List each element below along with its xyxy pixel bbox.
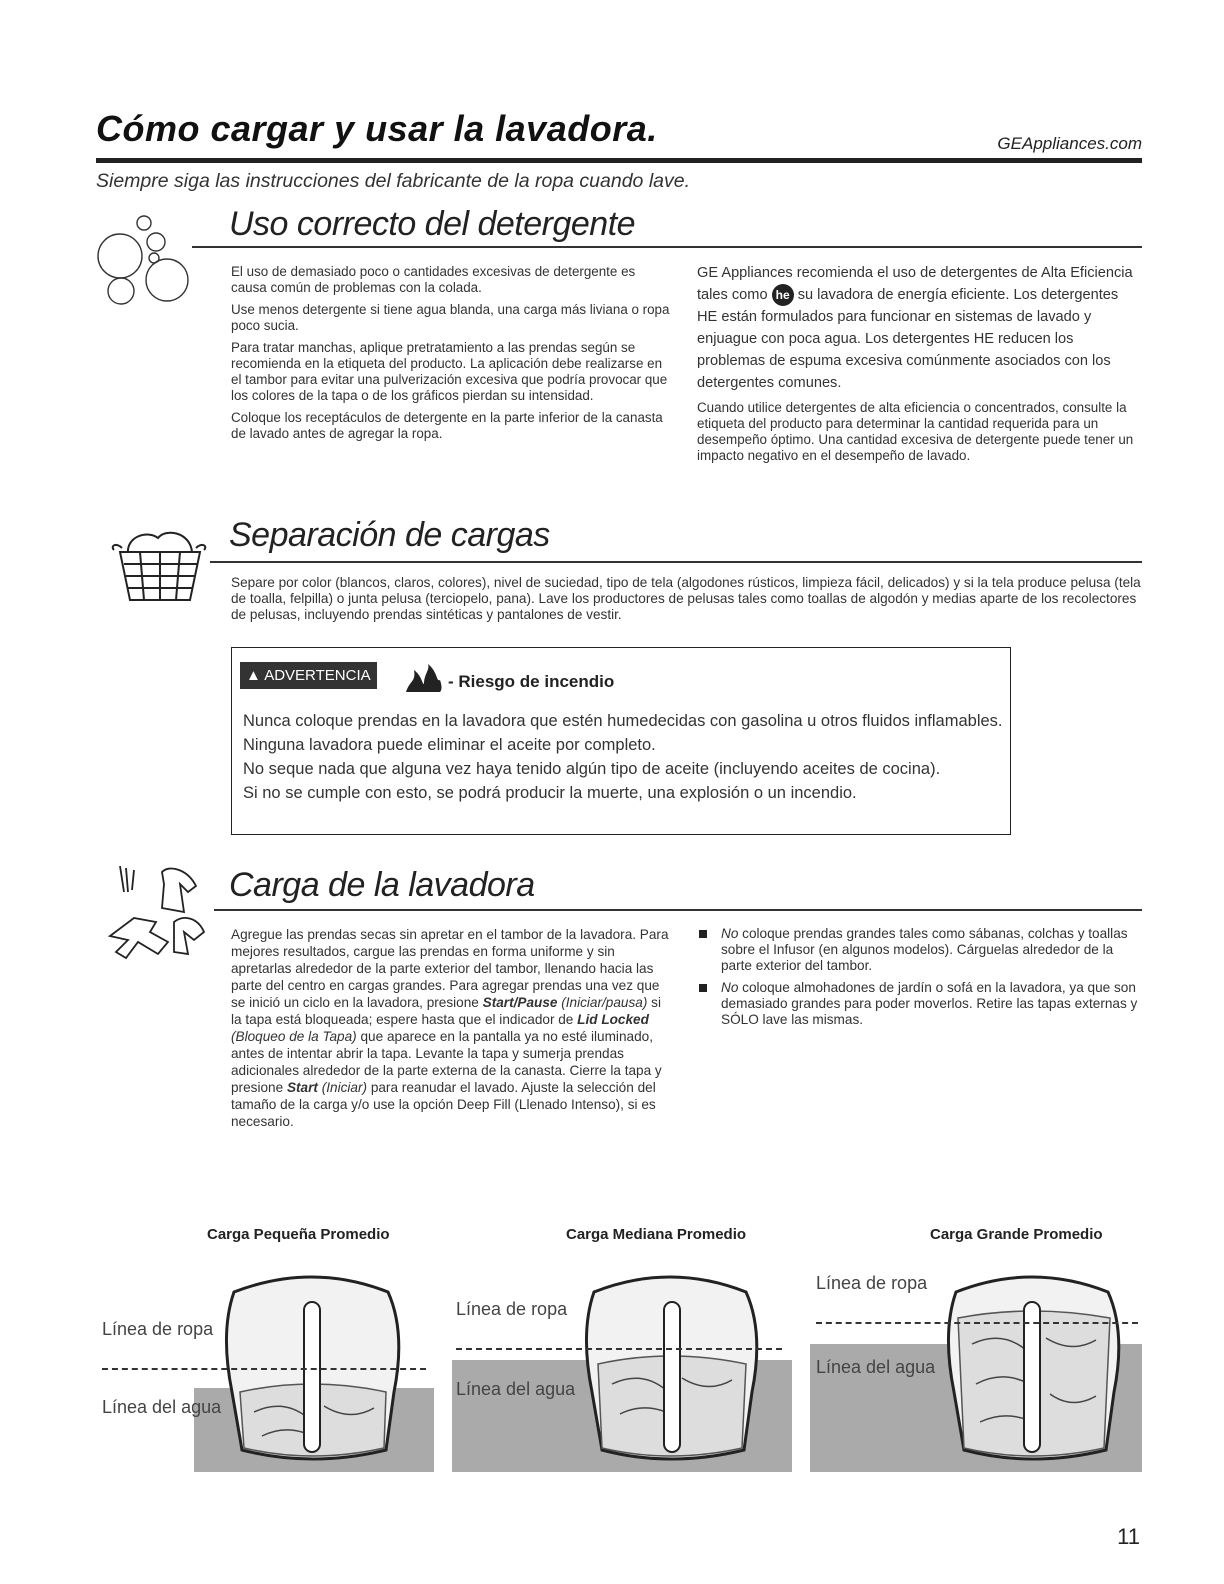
warning-line-4: Si no se cumple con esto, se podrá producir la muerte, una explosión o un incendio. [243, 784, 857, 802]
warning-line-1: Nunca coloque prendas en la lavadora que estén humedecidas con gasolina u otros fluidos inflamables. [243, 712, 1003, 730]
start-pause-label: Start/Pause [482, 995, 558, 1010]
detergent-left-p2: Use menos detergente si tiene agua blanda, una carga más liviana o ropa poco sucia. [231, 302, 670, 333]
he-text-1: GE Appliances recomienda el uso de detergentes de Alta Eficiencia tales como [697, 265, 1133, 303]
diagram-large-clothes-label: Línea de ropa [816, 1273, 928, 1293]
page-subtitle: Siempre siga las instrucciones del fabricante de la ropa cuando lave. [96, 170, 691, 192]
diagram-large-title: Carga Grande Promedio [930, 1226, 1103, 1243]
loading-heading: Carga de la lavadora [229, 866, 535, 904]
fire-icon [402, 662, 446, 694]
bullet-square-icon [699, 984, 707, 992]
detergent-right-p2: Cuando utilice detergentes de alta eficiencia o concentrados, consulte la etiqueta del producto para determinar la cantidad requerida para un desempeño óptimo. Una cantidad excesiva de detergente puede tener un impacto negativo en el desempeño de lavado. [697, 400, 1134, 464]
diagram-medium [452, 1264, 792, 1472]
bullet-1-text: coloque prendas grandes tales como sábanas, colchas y toallas sobre el Infusor (en algunos modelos). Cárguelas alrededor de la parte exterior del tambor. [721, 926, 1128, 973]
loading-bullet-2 [699, 980, 1141, 1028]
loading-text-d: para reanudar el lavado. Ajuste la selección del tamaño de la carga y/o use la opción Deep Fill (Llenado Intenso), si es necesario. [231, 1080, 656, 1129]
sorting-rule [210, 561, 1142, 563]
detergent-rule [192, 246, 1142, 248]
bullet-1-em: No [721, 926, 739, 941]
website-url: GEAppliances.com [997, 134, 1142, 153]
start-label: Start [286, 1080, 318, 1095]
he-text-2: su lavadora de energía eficiente. Los detergentes HE están formulados para funcionar en sistemas de lavado y enjuague con poca agua. Los detergentes HE reducen los problemas de espuma excesiva comúnmente asociados con los detergentes comunes. [697, 287, 1119, 392]
detergent-left-p1: El uso de demasiado poco o cantidades excesivas de detergente es causa común de problemas con la colada. [231, 264, 636, 295]
lid-locked-label: Lid Locked [577, 1012, 649, 1027]
laundry-basket-icon [108, 524, 212, 606]
detergent-heading: Uso correcto del detergente [229, 205, 636, 243]
diagram-small-title: Carga Pequeña Promedio [207, 1226, 390, 1243]
loading-bullets [699, 926, 1141, 1034]
lid-locked-es: (Bloqueo de la Tapa) [231, 1029, 357, 1044]
bullet-2-text: coloque almohadones de jardín o sofá en la lavadora, ya que son demasiado grandes para poder moverlos. Retire las tapas externas y SÓLO lave las mismas. [721, 980, 1138, 1027]
detergent-left-column [231, 264, 671, 448]
header-rule [96, 158, 1142, 163]
diagram-large [810, 1264, 1142, 1472]
detergent-left-p4: Coloque los receptáculos de detergente en la parte inferior de la canasta de lavado antes de agregar la ropa. [231, 410, 663, 441]
bullet-2-em: No [721, 980, 739, 995]
washer-small-illustration [94, 1272, 434, 1472]
diagram-medium-title: Carga Mediana Promedio [566, 1226, 747, 1243]
sorting-heading: Separación de cargas [229, 516, 550, 554]
diagram-medium-clothes-line [456, 1348, 782, 1350]
sorting-text: Separe por color (blancos, claros, colores), nivel de suciedad, tipo de tela (algodones rústicos, limpieza fácil, delicados) y si la tela produce pelusa (tela de toalla, felpilla) o junta pelusa (terciopelo, pana). Lave los productores de pelusas tales como toallas de algodón y medias aparte de los recolectores de pelusas, incluyendo prendas sintéticas y pantalones de vestir. [231, 575, 1141, 622]
warning-badge [240, 662, 377, 689]
washer-medium-illustration [452, 1264, 792, 1472]
loading-paragraph [231, 926, 671, 1130]
start-pause-es: (Iniciar/pausa) [561, 995, 648, 1010]
warning-badge-label: ADVERTENCIA [264, 667, 371, 684]
detergent-right-column [697, 262, 1142, 470]
diagram-medium-clothes-label: Línea de ropa [456, 1299, 568, 1319]
warning-line-2: Ninguna lavadora puede eliminar el aceite por completo. [243, 736, 656, 754]
loading-bullet-1 [699, 926, 1141, 974]
loading-text-c: que aparece en la pantalla ya no esté iluminado, antes de intentar abrir la tapa. Levante la tapa y sumerja prendas adicionales alrededor de la parte externa de la canasta. Cierre la tapa y presione [231, 1029, 662, 1095]
he-logo-text: he [775, 288, 790, 303]
he-logo-icon [772, 284, 794, 306]
start-es: (Iniciar) [321, 1080, 368, 1095]
page-number: 11 [1117, 1524, 1140, 1549]
page-title: Cómo cargar y usar la lavadora. [96, 108, 658, 149]
warning-box [231, 647, 1011, 835]
loading-text-a: Agregue las prendas secas sin apretar en el tambor de la lavadora. Para mejores resultados, cargue las prendas en forma uniforme y sin apretarlas alrededor de la parte exterior del tambor, llenando hacia las parte del centro en cargas grandes. Para agregar prendas una vez que se inició un ciclo en la lavadora, presione [231, 927, 669, 1010]
diagram-large-clothes-line [816, 1322, 1138, 1324]
clothes-icon [104, 862, 216, 962]
diagram-small-water-label: Línea del agua [102, 1397, 222, 1417]
diagram-large-water-label: Línea del agua [816, 1357, 936, 1377]
diagram-medium-water-label: Línea del agua [456, 1379, 576, 1399]
detergent-left-p3: Para tratar manchas, aplique pretratamiento a las prendas según se recomienda en la etiqueta del producto. La aplicación debe realizarse en el tambor para evitar una pulverización excesiva que podría provocar que los colores de la tapa o de los gráficos pierdan su intensidad. [231, 340, 668, 403]
warning-triangle-icon: ▲ [246, 667, 261, 684]
warning-title: - Riesgo de incendio [448, 672, 615, 691]
diagram-small-clothes-label: Línea de ropa [102, 1319, 214, 1339]
detergent-right-p1 [697, 262, 1142, 394]
bubbles-icon [96, 212, 192, 318]
loading-rule [214, 909, 1142, 911]
diagram-small-clothes-line [102, 1368, 426, 1370]
loading-text-b: si la tapa está bloqueada; espere hasta que el indicador de [231, 995, 661, 1027]
bullet-square-icon [699, 930, 707, 938]
warning-line-3: No seque nada que alguna vez haya tenido algún tipo de aceite (incluyendo aceites de cocina). [243, 760, 941, 778]
diagram-small [94, 1272, 434, 1472]
